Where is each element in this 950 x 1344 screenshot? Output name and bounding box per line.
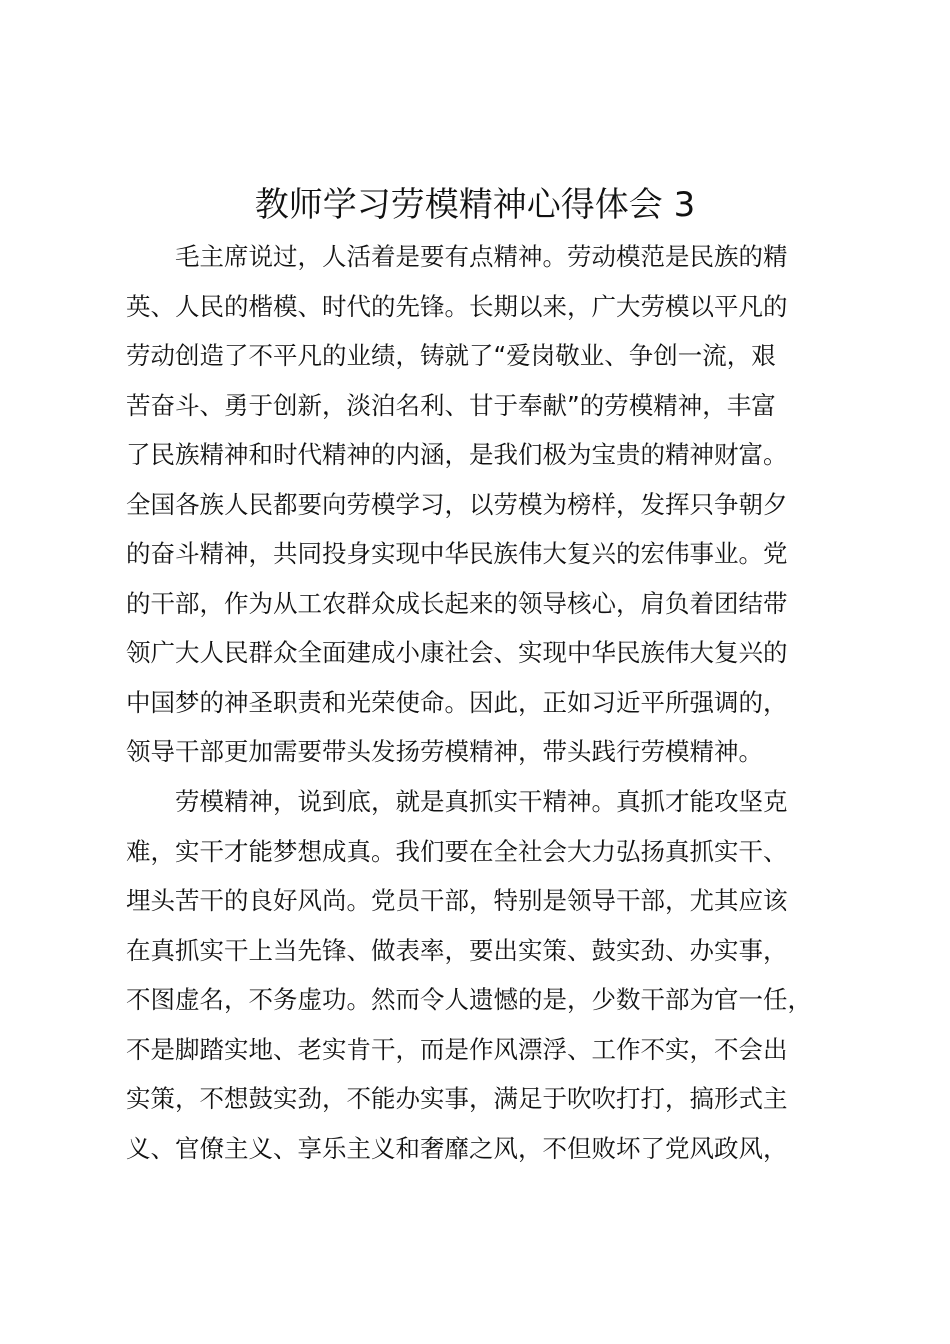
text-line: 英、人民的楷模、时代的先锋。长期以来，广大劳模以平凡的 <box>126 291 788 321</box>
paragraph-1 <box>126 232 846 777</box>
text-line: 毛主席说过，人活着是要有点精神。劳动模范是民族的精 <box>126 242 788 271</box>
text-line: 的干部，作为从工农群众成长起来的领导核心，肩负着团结带 <box>126 588 788 618</box>
text-line: 难，实干才能梦想成真。我们要在全社会大力弘扬真抓实干、 <box>126 836 788 866</box>
text-line: 在真抓实干上当先锋、做表率，要出实策、鼓实劲、办实事， <box>126 935 788 965</box>
text-line: 领导干部更加需要带头发扬劳模精神，带头践行劳模精神。 <box>126 737 763 766</box>
text-line: 劳动创造了不平凡的业绩，铸就了“爱岗敬业、争创一流，艰 <box>126 341 776 370</box>
text-line: 中国梦的神圣职责和光荣使命。因此，正如习近平所强调的， <box>126 687 788 717</box>
text-line: 了民族精神和时代精神的内涵，是我们极为宝贵的精神财富。 <box>126 440 788 469</box>
text-line: 全国各族人民都要向劳模学习，以劳模为榜样，发挥只争朝夕 <box>126 489 788 519</box>
text-line: 实策，不想鼓实劲，不能办实事，满足于吹吹打打，搞形式主 <box>126 1084 788 1113</box>
text-line: 劳模精神，说到底，就是真抓实干精神。真抓才能攻坚克 <box>126 787 788 816</box>
text-line: 苦奋斗、勇于创新，淡泊名利、甘于奉献”的劳模精神，丰富 <box>126 390 776 420</box>
text-line: 领广大人民群众全面建成小康社会、实现中华民族伟大复兴的 <box>126 638 788 667</box>
text-line: 义、官僚主义、享乐主义和奢靡之风，不但败坏了党风政风， <box>126 1133 788 1163</box>
text-line: 的奋斗精神，共同投身实现中华民族伟大复兴的宏伟事业。党 <box>126 539 788 568</box>
document-title: 教师学习劳模精神心得体会 3 <box>254 185 696 225</box>
text-line: 不图虚名，不务虚功。然而令人遗憾的是，少数干部为官一任， <box>126 985 812 1014</box>
paragraph-2 <box>126 777 846 1173</box>
text-line: 不是脚踏实地、老实肯干，而是作风漂浮、工作不实，不会出 <box>126 1034 788 1064</box>
text-line: 埋头苦干的良好风尚。党员干部，特别是领导干部，尤其应该 <box>126 886 788 915</box>
